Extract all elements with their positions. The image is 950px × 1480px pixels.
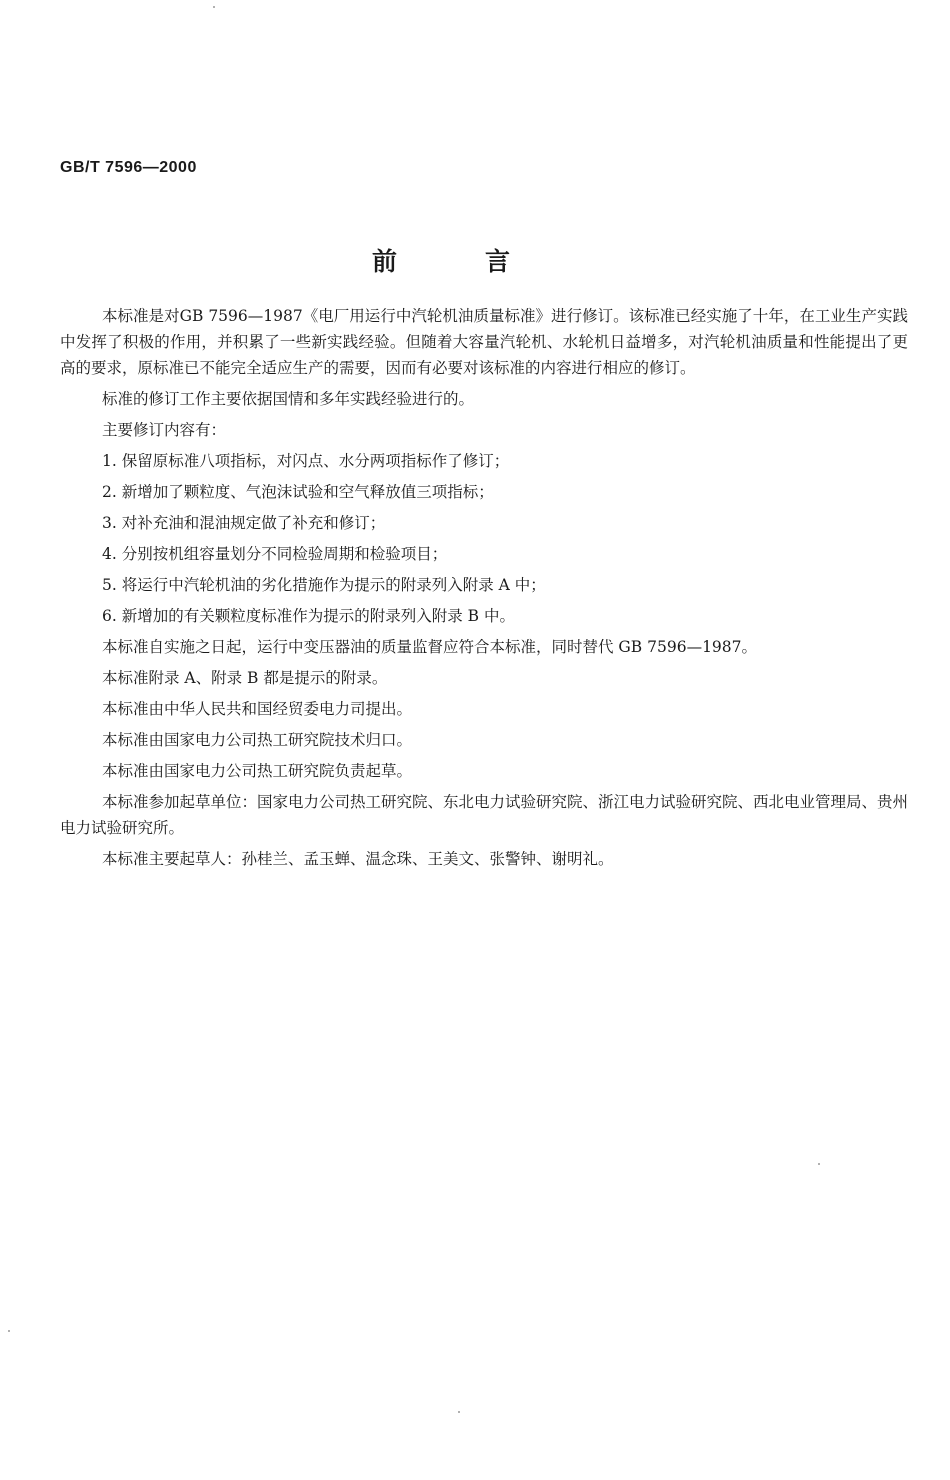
appendix-paragraph: 本标准附录 A、附录 B 都是提示的附录。 xyxy=(102,669,388,687)
revision-heading: 主要修订内容有： xyxy=(102,421,227,439)
intro-paragraph: 本标准是对GB 7596—1987《电厂用运行中汽轮机油质量标准》进行修订。该标准已经实施了十年，在工业生产实践中发挥了积极的作用，并积累了一些新实践经验。但随着大容量汽轮机、水轮机日益增多，对汽轮机油质量和性能提出了更高的要求，原标准已不能完全适应生产的需要，因而有必要对该标准的内容进行相应的修订。 xyxy=(60,307,908,377)
centralized-paragraph: 本标准由国家电力公司热工研究院技术归口。 xyxy=(102,731,413,749)
scan-speck xyxy=(8,1330,10,1332)
revision-item-6: 6. 新增加的有关颗粒度标准作为提示的附录列入附录 B 中。 xyxy=(102,607,515,625)
document-body xyxy=(60,303,908,877)
scan-speck xyxy=(213,6,215,8)
basis-paragraph: 标准的修订工作主要依据国情和多年实践经验进行的。 xyxy=(102,390,475,408)
revision-item-3: 3. 对补充油和混油规定做了补充和修订； xyxy=(102,514,386,532)
revision-item-4: 4. 分别按机组容量划分不同检验周期和检验项目； xyxy=(102,545,448,563)
scan-speck xyxy=(818,1163,820,1165)
participants-paragraph: 本标准参加起草单位：国家电力公司热工研究院、东北电力试验研究院、浙江电力试验研究院、西北电业管理局、贵州电力试验研究所。 xyxy=(60,793,909,837)
standard-code: GB/T 7596—2000 xyxy=(60,159,197,176)
proposer-paragraph: 本标准由中华人民共和国经贸委电力司提出。 xyxy=(102,700,413,718)
scan-speck xyxy=(458,1411,460,1413)
revision-item-5: 5. 将运行中汽轮机油的劣化措施作为提示的附录列入附录 A 中； xyxy=(102,576,546,594)
revision-item-1: 1. 保留原标准八项指标，对闪点、水分两项指标作了修订； xyxy=(102,452,510,470)
drafter-org-paragraph: 本标准由国家电力公司热工研究院负责起草。 xyxy=(102,762,413,780)
page-title: 前言 xyxy=(371,247,598,276)
authors-paragraph: 本标准主要起草人：孙桂兰、孟玉蝉、温念珠、王美文、张警钟、谢明礼。 xyxy=(102,850,614,868)
revision-item-2: 2. 新增加了颗粒度、气泡沫试验和空气释放值三项指标； xyxy=(102,483,494,501)
effective-paragraph: 本标准自实施之日起，运行中变压器油的质量监督应符合本标准，同时替代 GB 7596—1987。 xyxy=(102,638,758,656)
